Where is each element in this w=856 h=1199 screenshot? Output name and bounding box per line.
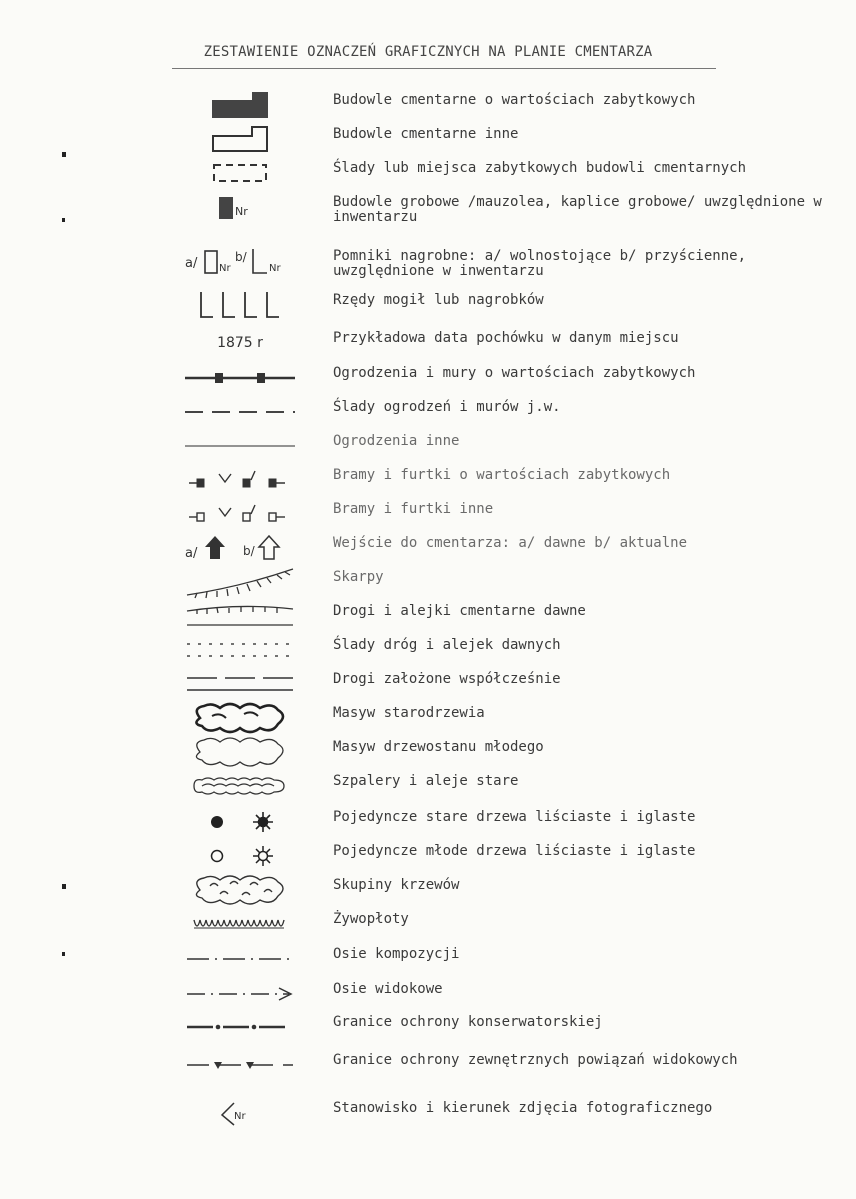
nr-label: Nr (269, 263, 281, 274)
other-fence-symbol (175, 429, 305, 463)
legend-text: Pomniki nagrobne: a/ wolnostojące b/ przyścienne, uwzględnione w inwentarzu (333, 248, 755, 279)
burial-date-label: 1875 r (217, 335, 263, 351)
legend-row (0, 190, 856, 224)
legend-row (0, 873, 856, 907)
legend-row (0, 633, 856, 667)
legend-text: Przykładowa data pochówku w danym miejscu (333, 330, 679, 346)
legend-row (0, 429, 856, 463)
view-axes-symbol (175, 977, 305, 1011)
legend-row (0, 1048, 856, 1082)
monuments-symbol (175, 244, 305, 278)
legend-text: Bramy i furtki o wartościach zabytkowych (333, 467, 671, 483)
legend-text: Bramy i furtki inne (333, 501, 494, 517)
legend-row (0, 667, 856, 701)
tree-rows-symbol (175, 769, 305, 803)
legend-row (0, 288, 856, 322)
view-protection-boundary-symbol (175, 1048, 305, 1082)
other-building-symbol (175, 122, 305, 156)
legend-text: Budowle cmentarne inne (333, 126, 519, 142)
legend-text: Osie widokowe (333, 981, 443, 997)
title-underline (172, 68, 716, 69)
young-single-trees-symbol (175, 839, 305, 873)
legend-row (0, 1096, 856, 1130)
photo-point-symbol (175, 1096, 305, 1130)
grave-building-symbol (175, 190, 305, 224)
old-trees-mass-symbol (175, 701, 305, 735)
legend-text: Osie kompozycji (333, 946, 460, 962)
legend-row (0, 497, 856, 531)
historic-gates-symbol (175, 463, 305, 497)
legend-text: Stanowisko i kierunek zdjęcia fotograficznego (333, 1100, 713, 1116)
legend-text: Ślady dróg i alejek dawnych (333, 637, 561, 653)
shrub-groups-symbol (175, 873, 305, 907)
legend-text: Ogrodzenia inne (333, 433, 460, 449)
legend-text: Pojedyncze młode drzewa liściaste i iglaste (333, 843, 696, 859)
nr-label: Nr (219, 263, 231, 274)
legend-text: Granice ochrony zewnętrznych powiązań widokowych (333, 1052, 738, 1068)
legend-row (0, 599, 856, 633)
other-gates-symbol (175, 497, 305, 531)
legend-row (0, 942, 856, 976)
legend-row (0, 977, 856, 1011)
legend-text: Ogrodzenia i mury o wartościach zabytkowych (333, 365, 696, 381)
legend-text: Pojedyncze stare drzewa liściaste i iglaste (333, 809, 696, 825)
historic-building-symbol (175, 88, 305, 122)
legend-row (0, 244, 856, 278)
legend-row (0, 395, 856, 429)
legend-row (0, 463, 856, 497)
legend-row (0, 769, 856, 803)
variant-b-label: b/ (243, 544, 255, 558)
legend-row (0, 156, 856, 190)
legend-row (0, 326, 856, 360)
historic-fence-symbol (175, 361, 305, 395)
nr-label: Nr (234, 1111, 246, 1122)
legend-row (0, 805, 856, 839)
variant-b-label: b/ (235, 250, 247, 264)
hedges-symbol (175, 907, 305, 941)
legend-text: Drogi założone współcześnie (333, 671, 561, 687)
legend-row (0, 531, 856, 565)
legend-text: Skupiny krzewów (333, 877, 460, 893)
variant-a-label: a/ (185, 546, 198, 561)
fence-traces-symbol (175, 395, 305, 429)
old-single-trees-symbol (175, 805, 305, 839)
legend-row (0, 88, 856, 122)
escarpment-symbol (175, 565, 305, 599)
legend-row (0, 361, 856, 395)
legend-text: Wejście do cmentarza: a/ dawne b/ aktualne (333, 535, 688, 551)
page-title: ZESTAWIENIE OZNACZEŃ GRAFICZNYCH NA PLANIE CMENTARZA (203, 44, 653, 60)
legend-text: Drogi i alejki cmentarne dawne (333, 603, 586, 619)
composition-axes-symbol (175, 942, 305, 976)
legend-row (0, 907, 856, 941)
legend-text: Żywopłoty (333, 911, 409, 927)
legend-text: Szpalery i aleje stare (333, 773, 519, 789)
legend-text: Masyw drzewostanu młodego (333, 739, 544, 755)
legend-row (0, 565, 856, 599)
old-roads-symbol (175, 599, 305, 633)
young-trees-mass-symbol (175, 735, 305, 769)
legend-text: Ślady ogrodzeń i murów j.w. (333, 399, 561, 415)
entrances-symbol (175, 531, 305, 565)
legend-row (0, 122, 856, 156)
conservation-boundary-symbol (175, 1010, 305, 1044)
legend-row (0, 839, 856, 873)
legend-text: Budowle grobowe /mauzolea, kaplice grobowe/ uwzględnione w inwentarzu (333, 194, 831, 225)
nr-label: Nr (235, 205, 248, 218)
legend-text: Ślady lub miejsca zabytkowych budowli cmentarnych (333, 160, 747, 176)
legend-row (0, 735, 856, 769)
legend-text: Granice ochrony konserwatorskiej (333, 1014, 603, 1030)
legend-row (0, 1010, 856, 1044)
road-traces-symbol (175, 633, 305, 667)
legend-text: Rzędy mogił lub nagrobków (333, 292, 544, 308)
variant-a-label: a/ (185, 256, 198, 271)
legend-text: Budowle cmentarne o wartościach zabytkowych (333, 92, 696, 108)
burial-date-symbol (175, 326, 305, 360)
legend-text: Masyw starodrzewia (333, 705, 485, 721)
legend-row (0, 701, 856, 735)
new-roads-symbol (175, 667, 305, 701)
legend-text: Skarpy (333, 569, 384, 585)
building-traces-symbol (175, 156, 305, 190)
grave-rows-symbol (175, 288, 305, 322)
